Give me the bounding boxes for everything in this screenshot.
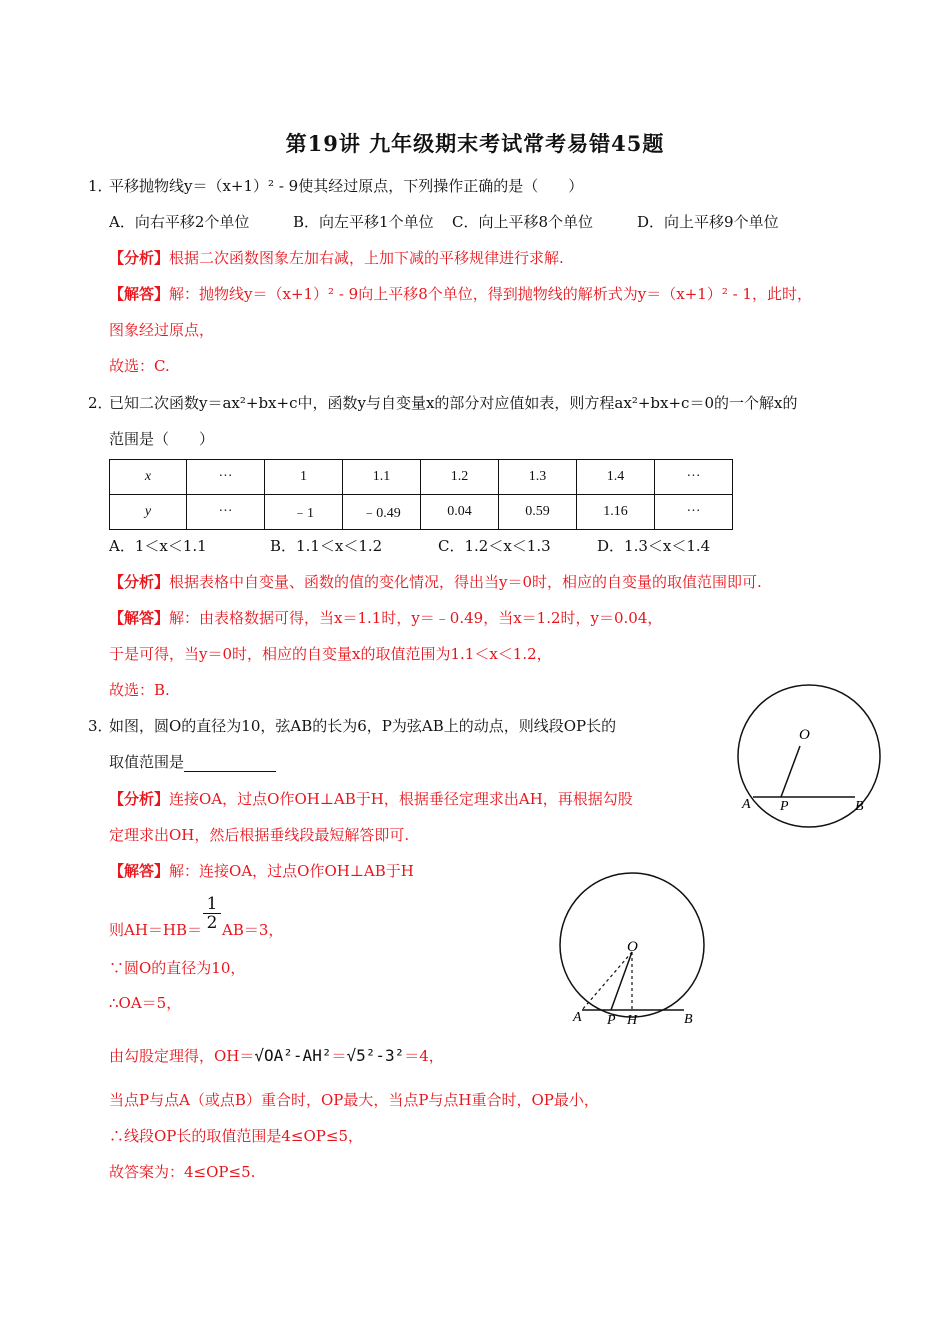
segment-op [611, 952, 632, 1010]
answer-blank [184, 757, 276, 772]
q3-stem-line1: 如图，圆O的直径为10，弦AB的长为6，P为弦AB上的动点，则线段OP长的 [109, 717, 617, 735]
q1-analysis [109, 248, 564, 268]
label-h: H [627, 1013, 638, 1028]
q3-solution-line1 [109, 861, 414, 881]
q2-number: 2． [88, 394, 113, 412]
q2-option-b: B．1.1＜x＜1.2 [270, 537, 383, 555]
q1-answer: 故选：C. [109, 357, 170, 375]
table-cell: y [110, 495, 187, 530]
label-b: B [855, 799, 864, 814]
label-o: O [799, 727, 810, 743]
q2-analysis-text: 根据表格中自变量、函数的值的变化情况，得出当y＝0时，相应的自变量的取值范围即可. [169, 573, 762, 591]
ah-line: 则AH＝HB＝ AB＝3， [109, 921, 284, 939]
radical-oa-ah: √OA²-AH² [254, 1046, 332, 1065]
page-title: 第19讲 九年级期末考试常考易错45题 [285, 131, 665, 156]
q1-option-a: A．向右平移2个单位 [109, 213, 250, 231]
q2-solution-line2: 于是可得，当y＝0时，相应的自变量x的取值范围为1.1＜x＜1.2， [109, 645, 552, 663]
analysis-tag: 【分析】 [109, 573, 170, 591]
label-p: P [780, 799, 789, 814]
q1-analysis-text: 根据二次函数图象左加右减，上加下减的平移规律进行求解. [169, 249, 564, 267]
q3-analysis-line2: 定理求出OH，然后根据垂线段最短解答即可. [109, 826, 410, 844]
solution-tag: 【解答】 [109, 862, 170, 880]
q2-option-a: A．1＜x＜1.1 [109, 537, 207, 555]
table-row [110, 495, 733, 530]
q2-option-d: D．1.3＜x＜1.4 [597, 537, 711, 555]
table-cell: ﹣0.49 [343, 495, 421, 530]
q1-option-b: B．向左平移1个单位 [293, 213, 434, 231]
solution-tag: 【解答】 [109, 609, 170, 627]
table-cell: 0.04 [421, 495, 499, 530]
q1-solution [109, 284, 812, 304]
table-cell: ··· [655, 460, 733, 495]
q3-analysis-text: 连接OA，过点O作OH⊥AB于H，根据垂径定理求出AH，再根据勾股 [169, 790, 633, 808]
solution-tag: 【解答】 [109, 285, 170, 303]
value-table [109, 459, 733, 530]
q2-stem-line1: 已知二次函数y＝ax²+bx+c中，函数y与自变量x的部分对应值如表，则方程ax²+bx+c＝0的一个解x的 [109, 394, 798, 412]
q2-solution-line1: 解：由表格数据可得，当x＝1.1时，y＝﹣0.49，当x＝1.2时，y＝0.04， [169, 609, 663, 627]
q2-solution [109, 608, 662, 628]
q1-solution-line2: 图象经过原点， [109, 321, 215, 339]
table-cell: ··· [187, 495, 265, 530]
q2-analysis [109, 572, 762, 592]
q3-stem-line2: 取值范围是 [109, 752, 276, 772]
because-line: ∵圆O的直径为10， [109, 959, 246, 977]
q2-answer: 故选：B. [109, 681, 170, 699]
segment-oa [582, 952, 632, 1010]
circle-figure-2 [556, 860, 711, 1030]
circle-figure-1 [735, 682, 885, 832]
q1-number: 1． [88, 177, 113, 195]
q2-option-c: C．1.2＜x＜1.3 [438, 537, 551, 555]
q3-number: 3． [88, 717, 113, 735]
table-cell: x [110, 460, 187, 495]
q1-solution-line1: 解：抛物线y＝（x+1）² - 9向上平移8个单位，得到抛物线的解析式为y＝（x+1）² - 1，此时， [169, 285, 812, 303]
q1-stem: 平移抛物线y＝（x+1）² - 9使其经过原点，下列操作正确的是（ ） [109, 177, 584, 195]
table-cell: ﹣1 [265, 495, 343, 530]
table-cell: 1.2 [421, 460, 499, 495]
label-a: A [742, 797, 751, 812]
q2-stem-line2: 范围是（ ） [109, 430, 215, 448]
table-cell: 1.1 [343, 460, 421, 495]
analysis-tag: 【分析】 [109, 249, 170, 267]
fraction-half: $\frac{1}{2}$ [203, 895, 221, 932]
label-b: B [684, 1012, 693, 1027]
table-row [110, 460, 733, 495]
max-min-line: 当点P与点A（或点B）重合时，OP最大，当点P与点H重合时，OP最小， [109, 1091, 599, 1109]
table-cell: 0.59 [499, 495, 577, 530]
therefore-oa-line: ∴OA＝5， [109, 994, 182, 1012]
table-cell: 1.3 [499, 460, 577, 495]
pythagoras-line: 由勾股定理得，OH＝√OA²-AH²＝√5²-3²＝4， [109, 1046, 444, 1065]
q3-analysis-line1 [109, 789, 633, 809]
q1-option-d: D．向上平移9个单位 [637, 213, 779, 231]
segment-op [781, 746, 800, 797]
table-cell: ··· [655, 495, 733, 530]
range-line: ∴线段OP长的取值范围是4≤OP≤5， [109, 1127, 364, 1145]
q3-solution-text: 解：连接OA，过点O作OH⊥AB于H [169, 862, 414, 880]
table-cell: 1.4 [577, 460, 655, 495]
table-cell: 1 [265, 460, 343, 495]
table-cell: ··· [187, 460, 265, 495]
q1-option-c: C．向上平移8个单位 [452, 213, 594, 231]
label-o: O [627, 939, 638, 955]
label-p: P [607, 1013, 616, 1028]
analysis-tag: 【分析】 [109, 790, 170, 808]
q3-answer: 故答案为：4≤OP≤5. [109, 1163, 256, 1181]
radical-5-3: √5²-3² [346, 1046, 405, 1065]
table-cell: 1.16 [577, 495, 655, 530]
label-a: A [573, 1010, 582, 1025]
